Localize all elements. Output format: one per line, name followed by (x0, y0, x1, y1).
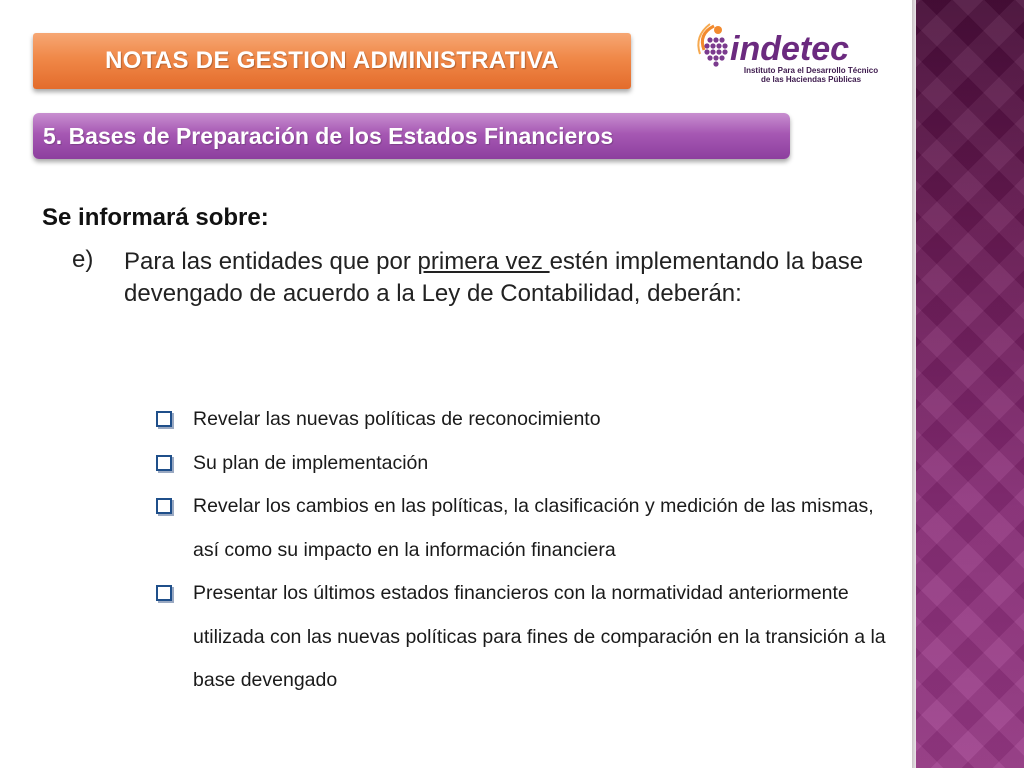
logo-subtitle (736, 66, 886, 84)
slide-title: NOTAS DE GESTION ADMINISTRATIVA (105, 47, 559, 74)
item-marker: e) (72, 246, 94, 273)
bullet-text: Presentar los últimos estados financieros con la normatividad anteriormente utilizada con las nuevas políticas para fines de comparación en la transición a la base devengado (193, 582, 886, 691)
item-text-underlined: primera vez (417, 248, 550, 275)
section-title: 5. Bases de Preparación de los Estados Financieros (43, 122, 614, 149)
intro-heading: Se informará sobre: (42, 204, 269, 231)
title-banner (33, 33, 631, 89)
svg-text:indetec: indetec (730, 30, 850, 68)
logo-subtitle-line-1: Instituto Para el Desarrollo Técnico (743, 66, 879, 75)
bullet-list (156, 398, 896, 703)
checkbox-bullet-icon (156, 455, 172, 471)
bullet-item (156, 442, 896, 486)
checkbox-bullet-icon (156, 498, 172, 514)
side-panel-edge (912, 0, 916, 768)
indetec-logo (692, 20, 892, 90)
bullet-text: Su plan de implementación (193, 451, 429, 474)
bullet-text: Revelar las nuevas políticas de reconocimiento (193, 408, 601, 430)
indetec-logo-mark (692, 20, 892, 70)
bullet-item (156, 398, 896, 442)
bullet-item (156, 485, 896, 572)
checkbox-bullet-icon (156, 411, 172, 427)
decorative-side-panel (912, 0, 1024, 768)
bullet-item (156, 572, 896, 703)
logo-subtitle-line-2: de las Haciendas Públicas (760, 75, 862, 84)
bullet-text: Revelar los cambios en las políticas, la clasificación y medición de las mismas, así como su impacto en la información financiera (193, 495, 874, 561)
section-banner (33, 113, 790, 159)
item-text-before: Para las entidades que por (124, 248, 418, 275)
checkbox-bullet-icon (156, 585, 172, 601)
item-text (124, 246, 884, 310)
item-text-after: estén implementando la base devengado de acuerdo a la Ley de Contabilidad, deberán: (124, 248, 864, 307)
